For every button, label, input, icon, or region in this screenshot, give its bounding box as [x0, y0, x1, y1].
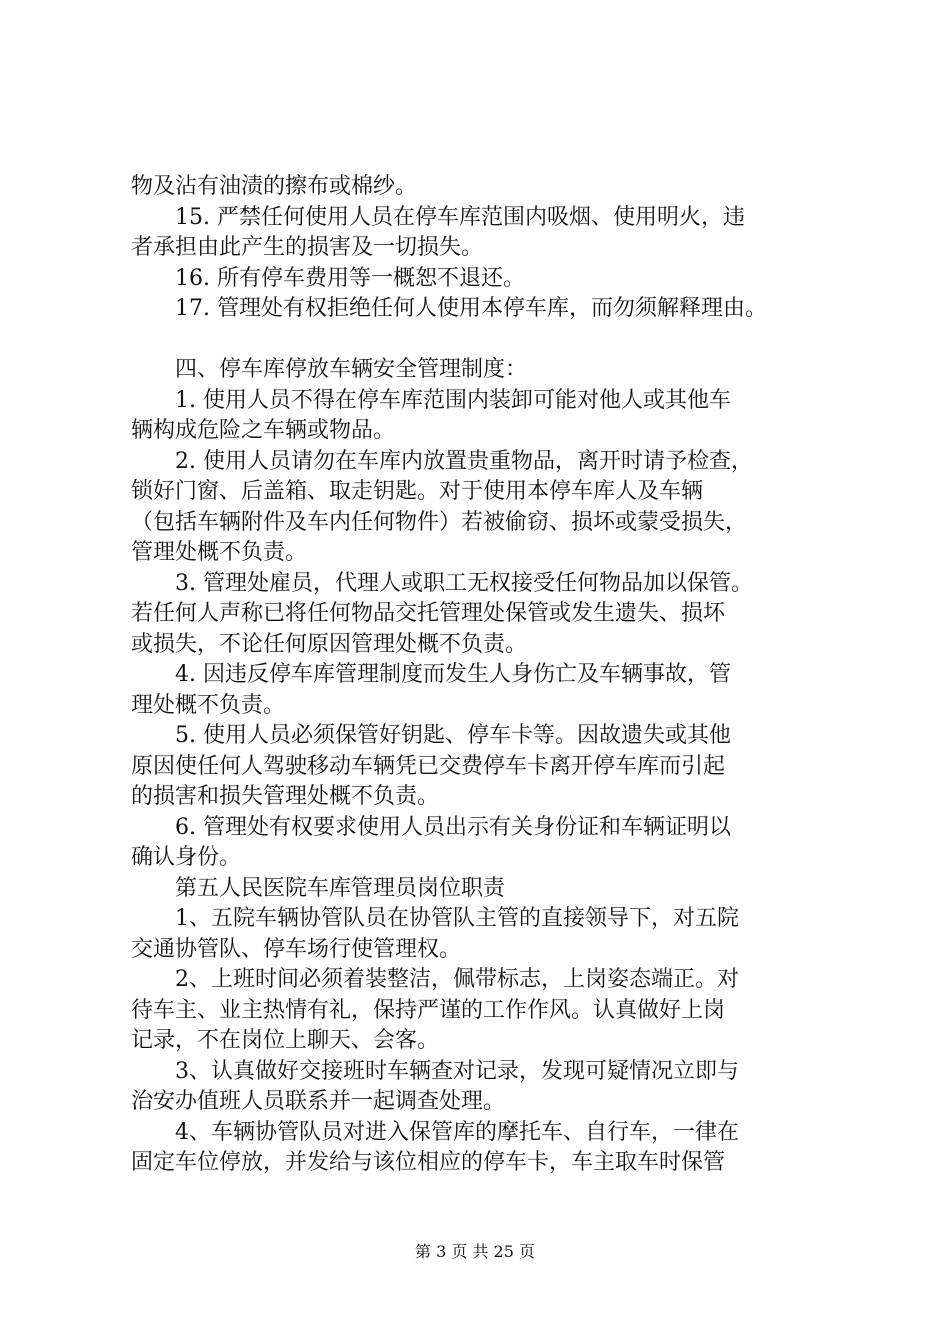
- text-line: 3. 管理处雇员，代理人或职工无权接受任何物品加以保管。: [175, 570, 753, 596]
- text-line: 第五人民医院车库管理员岗位职责: [175, 875, 506, 901]
- text-line: 待车主、业主热情有礼，保持严谨的工作作风。认真做好上岗: [131, 997, 726, 1023]
- text-line: 17. 管理处有权拒绝任何人使用本停车库，而勿须解释理由。: [175, 296, 767, 321]
- text-line: 2、上班时间必须着装整洁，佩带标志，上岗姿态端正。对: [175, 967, 739, 992]
- page-footer: 第 3 页 共 25 页: [415, 1242, 535, 1261]
- text-line: 记录，不在岗位上聊天、会客。: [131, 1028, 440, 1053]
- text-line: 1、五院车辆协管队员在协管队主管的直接领导下，对五院: [175, 906, 739, 931]
- text-line: 辆构成危险之车辆或物品。: [131, 418, 396, 443]
- blank-line: [131, 325, 843, 356]
- text-line: 若任何人声称已将任何物品交托管理处保管或发生遗失、损坏: [131, 601, 726, 626]
- text-line: 固定车位停放，并发给与该位相应的停车卡，车主取车时保管: [131, 1150, 726, 1175]
- document-body: [131, 172, 843, 1179]
- text-line: 或损失，不论任何原因管理处概不负责。: [131, 631, 528, 657]
- text-line: 5. 使用人员必须保管好钥匙、停车卡等。因故遗失或其他: [175, 723, 731, 748]
- text-line: 物及沾有油渍的擦布或棉纱。: [131, 174, 418, 199]
- text-line: 者承担由此产生的损害及一切损失。: [131, 235, 484, 260]
- text-line: 4、车辆协管队员对进入保管库的摩托车、自行车，一律在: [175, 1119, 739, 1145]
- text-line: 理处概不负责。: [131, 692, 286, 718]
- text-line: 1. 使用人员不得在停车库范围内装卸可能对他人或其他车: [175, 387, 731, 413]
- text-line: 管理处概不负责。: [131, 540, 308, 565]
- text-line: 16. 所有停车费用等一概恕不退还。: [175, 265, 525, 291]
- text-line: 的损害和损失管理处概不负责。: [131, 784, 440, 809]
- text-line: 交通协管队、停车场行使管理权。: [131, 936, 462, 962]
- text-line: 确认身份。: [131, 845, 242, 870]
- text-line: 4. 因违反停车库管理制度而发生人身伤亡及车辆事故，管: [175, 662, 731, 687]
- text-line: 锁好门窗、后盖箱、取走钥匙。对于使用本停车库人及车辆: [131, 479, 704, 504]
- text-line: （包括车辆附件及车内任何物件）若被偷窃、损坏或蒙受损失，: [131, 509, 748, 535]
- text-line: 治安办值班人员联系并一起调查处理。: [131, 1089, 506, 1114]
- text-line: 四、停车库停放车辆安全管理制度：: [175, 357, 528, 382]
- text-line: 6. 管理处有权要求使用人员出示有关身份证和车辆证明以: [175, 814, 731, 840]
- text-line: 15. 严禁任何使用人员在停车库范围内吸烟、使用明火，违: [175, 204, 745, 230]
- text-line: 原因使任何人驾驶移动车辆凭已交费停车卡离开停车库而引起: [131, 753, 726, 779]
- text-line: 2. 使用人员请勿在车库内放置贵重物品，离开时请予检查，: [175, 448, 753, 474]
- text-line: 3、认真做好交接班时车辆查对记录，发现可疑情况立即与: [175, 1058, 739, 1084]
